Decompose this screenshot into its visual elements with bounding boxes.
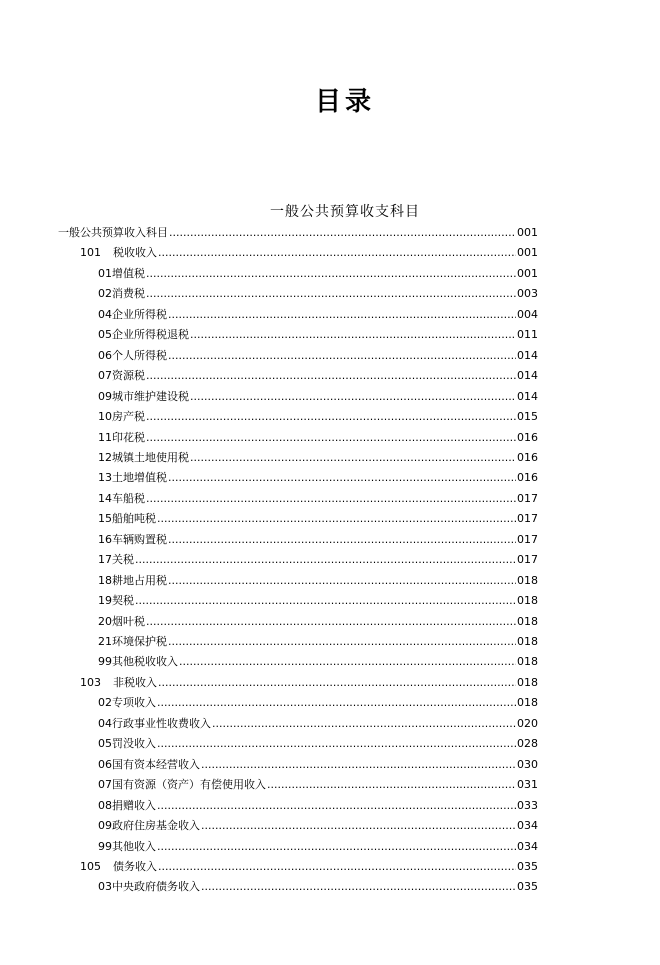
toc-entry-title: [98, 284, 145, 304]
toc-entry[interactable]: [98, 468, 538, 488]
toc-entry-label: 税收收入: [113, 246, 157, 260]
toc-entry-page-number: 018: [517, 594, 538, 608]
toc-entry-label: 21环境保护税: [98, 635, 167, 648]
toc-entry-title: [98, 693, 156, 713]
toc-entry[interactable]: [80, 673, 538, 693]
toc-entry-label: 10房产税: [98, 410, 145, 424]
toc-entry[interactable]: [98, 366, 538, 386]
toc-entry[interactable]: [98, 612, 538, 632]
dot-leader: [135, 550, 516, 570]
toc-entry-label: 15船舶吨税: [98, 512, 156, 526]
toc-entry-label: 14车船税: [98, 491, 145, 505]
dot-leader: [146, 264, 516, 284]
dot-leader: [190, 387, 516, 407]
toc-entry-label: 03中央政府债务收入: [98, 880, 200, 894]
toc-entry[interactable]: [98, 591, 538, 611]
toc-entry-label: 非税收入: [113, 675, 157, 689]
toc-entry-title: [98, 325, 189, 345]
dot-leader: [146, 489, 516, 509]
toc-entry-page-number: 001: [517, 226, 538, 239]
toc-entry-label: 11印花税: [98, 430, 145, 444]
toc-entry-label: 05企业所得税退税: [98, 328, 189, 342]
toc-entry-title: [98, 877, 200, 897]
toc-entry-label: 05罚没收入: [98, 737, 156, 751]
toc-entry[interactable]: [98, 407, 538, 427]
toc-entry-label: 08捐赠收入: [98, 798, 156, 812]
toc-entry-title: [98, 734, 156, 754]
toc-entry[interactable]: [98, 652, 538, 672]
toc-entry-label: 17关税: [98, 553, 134, 567]
dot-leader: [201, 816, 516, 836]
toc-entry-page-number: 018: [517, 573, 538, 587]
toc-entry-code: 103: [80, 675, 101, 689]
toc-entry-label: 04行政事业性收费收入: [98, 716, 211, 730]
toc-entry-page-number: 011: [517, 328, 538, 342]
toc-entry[interactable]: [98, 632, 538, 652]
toc-entry[interactable]: [58, 223, 538, 243]
toc-entry-title: [98, 387, 189, 407]
toc-entry-title: [98, 755, 200, 775]
toc-entry-label: 02消费税: [98, 287, 145, 301]
dot-leader: [190, 448, 516, 468]
toc-entry[interactable]: [98, 816, 538, 836]
dot-leader: [169, 223, 516, 243]
toc-entry[interactable]: [98, 877, 538, 897]
toc-entry[interactable]: [98, 387, 538, 407]
toc-entry[interactable]: [98, 796, 538, 816]
toc-entry-page-number: 014: [517, 369, 538, 383]
dot-leader: [146, 612, 516, 632]
toc-entry[interactable]: [98, 489, 538, 509]
dot-leader: [168, 571, 516, 591]
toc-entry[interactable]: [98, 693, 538, 713]
toc-entry-page-number: 034: [517, 839, 538, 853]
toc-entry[interactable]: [98, 530, 538, 550]
toc-entry-title: [98, 305, 167, 325]
toc-entry-page-number: 017: [517, 491, 538, 505]
dot-leader: [201, 755, 516, 775]
toc-entry-label: 01增值税: [98, 266, 145, 280]
toc-entry-title: [98, 571, 167, 591]
toc-entry[interactable]: [98, 837, 538, 857]
dot-leader: [157, 734, 516, 754]
toc-entry-page-number: 014: [517, 389, 538, 403]
toc-entry-page-number: 014: [517, 348, 538, 362]
toc-entry-page-number: 003: [517, 287, 538, 301]
dot-leader: [146, 366, 516, 386]
toc-entry-title: [98, 489, 145, 509]
toc-entry-title: [98, 837, 156, 857]
toc-entry-title: [98, 796, 156, 816]
toc-entry-label: 16车辆购置税: [98, 532, 167, 546]
toc-entry-page-number: 018: [517, 675, 538, 689]
toc-entry[interactable]: [98, 284, 538, 304]
toc-entry-page-number: 028: [517, 737, 538, 751]
toc-entry-label: 09城市维护建设税: [98, 389, 189, 403]
toc-entry-title: [98, 530, 167, 550]
toc-entry-label: 一般公共预算收入科目: [58, 226, 168, 239]
toc-entry-title: [98, 366, 145, 386]
toc-entry-title: [98, 652, 178, 672]
toc-entry-page-number: 034: [517, 819, 538, 833]
toc-entry-title: [58, 223, 168, 243]
toc-entry-title: [98, 632, 167, 652]
dot-leader: [168, 346, 516, 366]
toc-entry-label: 99其他税收收入: [98, 655, 178, 669]
toc-entry-page-number: 017: [517, 553, 538, 567]
toc-entry-page-number: 035: [517, 859, 538, 873]
toc-entry-title: [98, 407, 145, 427]
toc-entry-title: [98, 775, 266, 795]
toc-entry-page-number: 015: [517, 410, 538, 424]
section-heading: 一般公共预算收支科目: [270, 204, 420, 220]
toc-entry-label: 04企业所得税: [98, 307, 167, 321]
toc-entry-page-number: 017: [517, 532, 538, 546]
toc-entry[interactable]: [98, 305, 538, 325]
toc-entry-page-number: 018: [517, 635, 538, 648]
toc-entry-page-number: 016: [517, 471, 538, 485]
toc-entry-title: [80, 857, 157, 877]
toc-entry-page-number: 030: [517, 757, 538, 771]
toc-entry-label: 20烟叶税: [98, 614, 145, 628]
toc-entry[interactable]: [98, 428, 538, 448]
dot-leader: [158, 673, 516, 693]
toc-entry[interactable]: [98, 325, 538, 345]
toc-entry-label: 07资源税: [98, 369, 145, 383]
toc-entry[interactable]: [80, 243, 538, 263]
toc-entry-title: [98, 714, 211, 734]
toc-entry-page-number: 004: [517, 307, 538, 321]
toc-entry-label: 19契税: [98, 594, 134, 608]
dot-leader: [168, 530, 516, 550]
toc-entry-title: [98, 264, 145, 284]
toc-entry-title: [80, 243, 157, 263]
toc-entry-label: 07国有资源（资产）有偿使用收入: [98, 778, 266, 792]
toc-entry-page-number: 001: [517, 266, 538, 280]
dot-leader: [146, 407, 516, 427]
toc-entry-label: 18耕地占用税: [98, 573, 167, 587]
dot-leader: [146, 428, 516, 448]
toc-entry-page-number: 033: [517, 798, 538, 812]
dot-leader: [157, 693, 516, 713]
toc-entry-label: 99其他收入: [98, 839, 156, 853]
dot-leader: [267, 775, 516, 795]
toc-entry-title: [98, 448, 189, 468]
dot-leader: [158, 857, 516, 877]
dot-leader: [146, 284, 516, 304]
toc-entry-page-number: 017: [517, 512, 538, 526]
toc-entry-label: 12城镇土地使用税: [98, 450, 189, 464]
toc-entry[interactable]: [98, 264, 538, 284]
toc-entry-page-number: 018: [517, 655, 538, 669]
toc-entry[interactable]: [98, 550, 538, 570]
toc-entry-label: 13土地增值税: [98, 471, 167, 485]
dot-leader: [135, 591, 516, 611]
toc-entry[interactable]: [98, 571, 538, 591]
toc-entry-page-number: 018: [517, 696, 538, 710]
dot-leader: [168, 632, 516, 652]
dot-leader: [190, 325, 516, 345]
toc-entry-code: 105: [80, 859, 101, 873]
toc-entry-title: [98, 509, 156, 529]
toc-entry-page-number: 018: [517, 614, 538, 628]
toc-entry-title: [98, 468, 167, 488]
dot-leader: [168, 305, 516, 325]
toc-entry-title: [98, 816, 200, 836]
toc-entry-title: [98, 550, 134, 570]
toc-entry[interactable]: [98, 755, 538, 775]
toc-entry-code: 101: [80, 246, 101, 260]
dot-leader: [157, 837, 516, 857]
toc-entry-title: [98, 346, 167, 366]
toc-entry-title: [98, 591, 134, 611]
dot-leader: [157, 796, 516, 816]
toc-entry[interactable]: [98, 775, 538, 795]
toc-entry-page-number: 020: [517, 716, 538, 730]
toc-entry-label: 09政府住房基金收入: [98, 819, 200, 833]
toc-entry-title: [98, 428, 145, 448]
toc-entry-label: 06国有资本经营收入: [98, 757, 200, 771]
dot-leader: [157, 509, 516, 529]
toc-entry-page-number: 016: [517, 450, 538, 464]
toc-entry-page-number: 001: [517, 246, 538, 260]
toc-entry-page-number: 035: [517, 880, 538, 894]
toc-entry[interactable]: [98, 714, 538, 734]
toc-entry[interactable]: [98, 734, 538, 754]
dot-leader: [212, 714, 516, 734]
toc-entry-title: [98, 612, 145, 632]
toc-entry-page-number: 016: [517, 430, 538, 444]
toc-entry[interactable]: [98, 346, 538, 366]
toc-entry-label: 债务收入: [113, 859, 157, 873]
toc-entry[interactable]: [98, 448, 538, 468]
toc-entry-page-number: 031: [517, 778, 538, 792]
dot-leader: [179, 652, 516, 672]
toc-entry[interactable]: [80, 857, 538, 877]
dot-leader: [158, 243, 516, 263]
dot-leader: [168, 468, 516, 488]
page-title: 目录: [314, 87, 375, 117]
toc-entry[interactable]: [98, 509, 538, 529]
dot-leader: [201, 877, 516, 897]
toc-entry-title: [80, 673, 157, 693]
toc-entry-label: 06个人所得税: [98, 348, 167, 362]
toc-entry-label: 02专项收入: [98, 696, 156, 710]
